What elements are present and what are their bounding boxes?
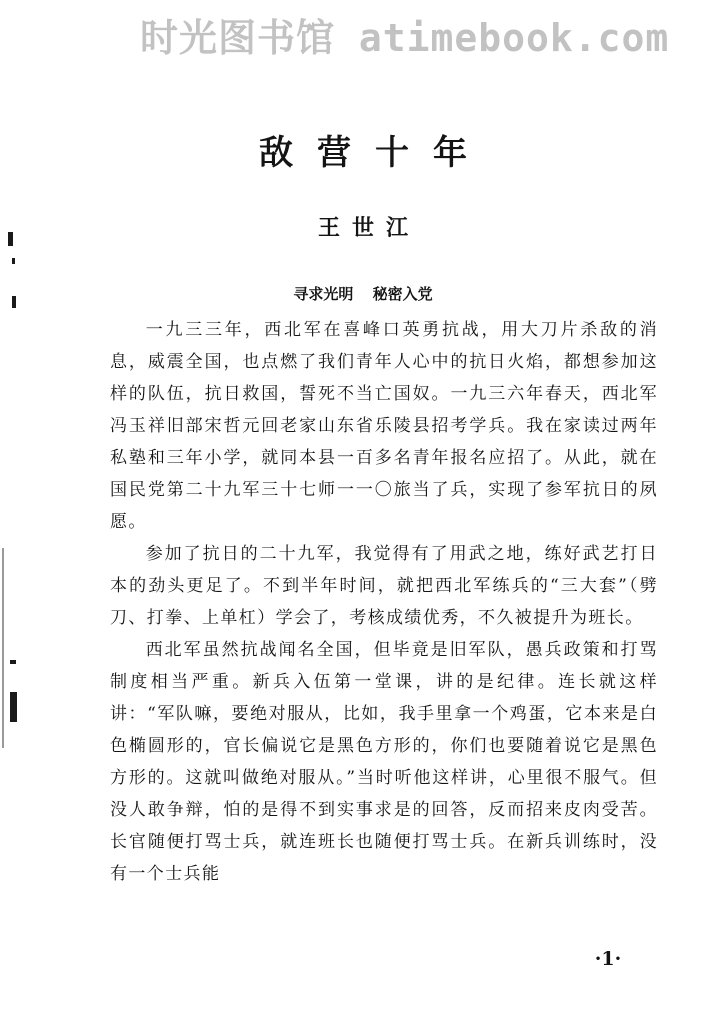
paragraph: 西北军虽然抗战闻名全国，但毕竟是旧军队，愚兵政策和打骂制度相当严重。新兵入伍第一堂课，讲的是纪律。连长就这样讲：“军队嘛，要绝对服从，比如，我手里拿一个鸡蛋，它本来是白色椭圆形的，官长偏说它是黑色方形的，你们也要随着说它是黑色方形的。这就叫做绝对服从。”当时听他这样讲，心里很不服气。但没人敢争辩，怕的是得不到实事求是的回答，反而招来皮肉受苦。长官随便打骂士兵，就连班长也随便打骂士兵。在新兵训练时，没有一个士兵能 [110,640,658,884]
page-number: ·1· [594,948,622,970]
site-watermark: 时光图书馆 atimebook.com [140,16,670,60]
paragraph: 参加了抗日的二十九军，我觉得有了用武之地，练好武艺打日本的劲头更足了。不到半年时间，就把西北军练兵的“三大套”（劈刀、打拳、上单杠）学会了，考核成绩优秀，不久被提升为班长。 [110,544,658,628]
scan-mark [10,692,17,722]
paragraph: 一九三三年，西北军在喜峰口英勇抗战，用大刀片杀敌的消息，威震全国，也点燃了我们青年人心中的抗日火焰，都想参加这样的队伍，抗日救国，誓死不当亡国奴。一九三六年春天，西北军冯玉祥旧部宋哲元回老家山东省乐陵县招考学兵。我在家读过两年私塾和三年小学，就同本县一百多名青年报名应招了。从此，就在国民党第二十九军三十七师一一〇旅当了兵，实现了参军抗日的夙愿。 [110,320,658,532]
body-text [110,314,658,890]
scan-mark [8,232,13,246]
author-name: 王世江 [317,215,420,241]
document-title: 敌营十年 [259,133,491,173]
scan-mark [12,296,16,308]
scan-mark [10,660,16,664]
section-heading: 寻求光明 秘密入党 [293,285,433,303]
scan-mark [12,258,15,264]
scan-mark [2,548,4,748]
